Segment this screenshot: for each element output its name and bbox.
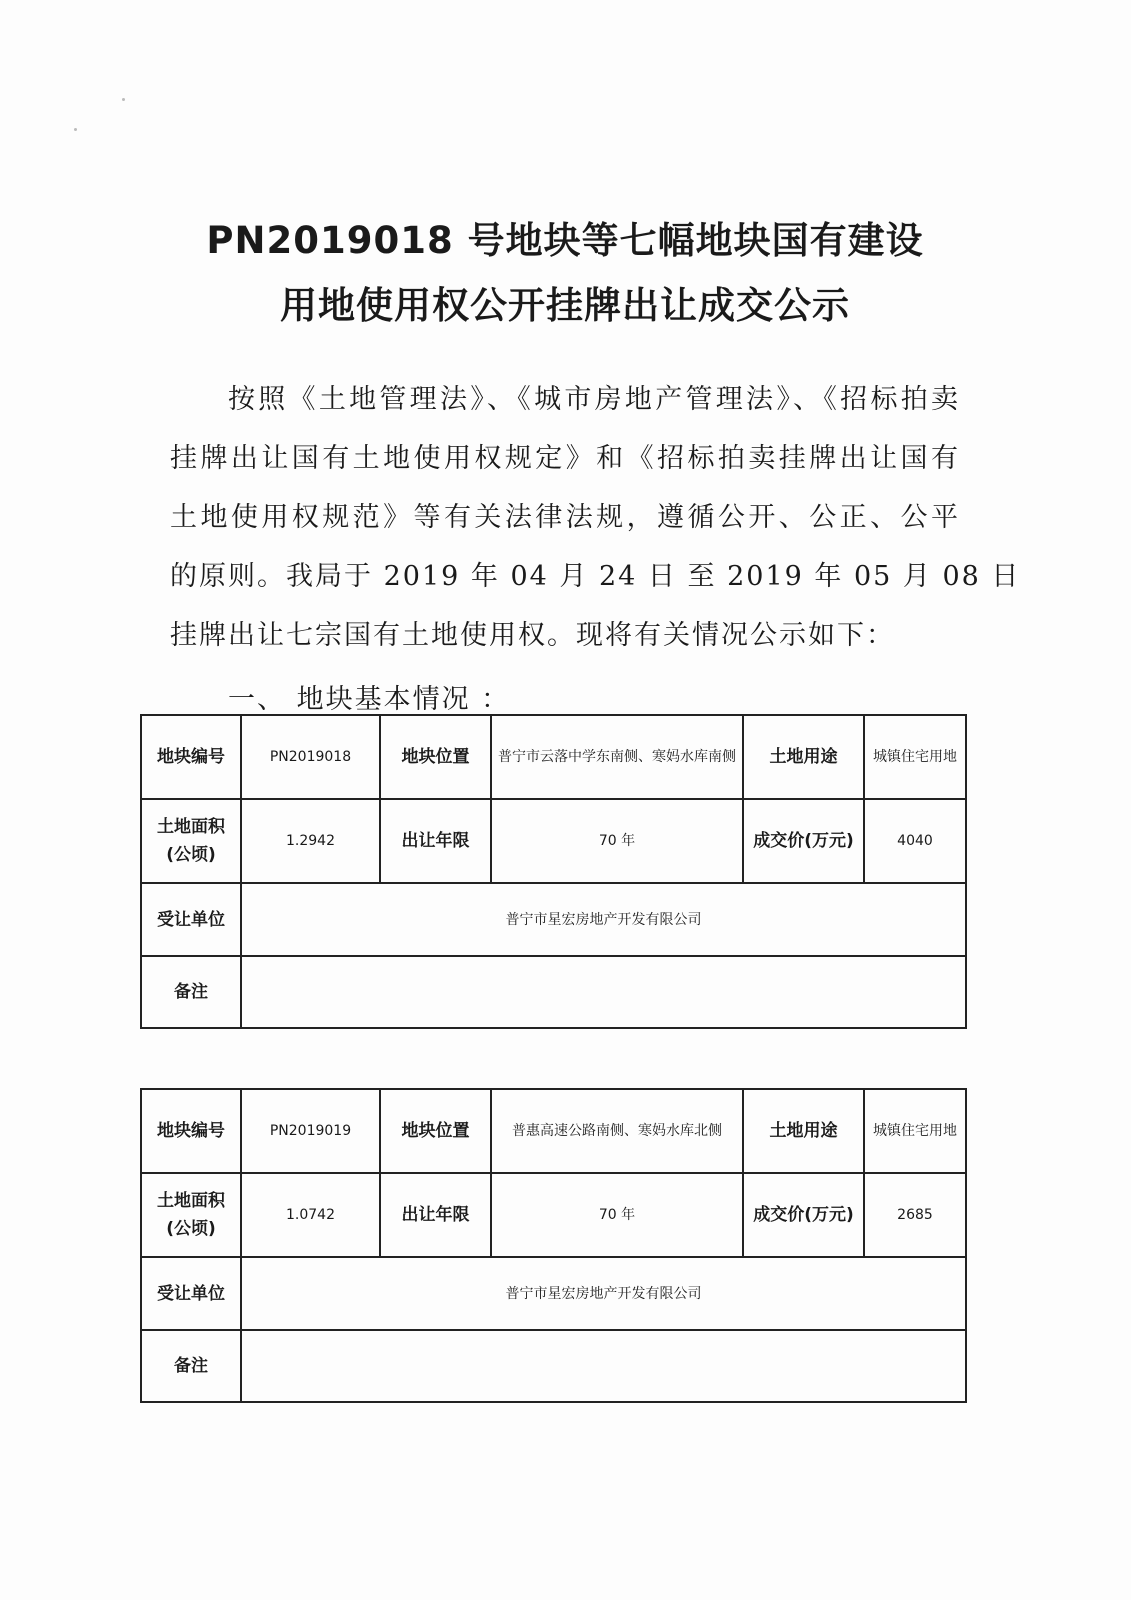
area-label-line-1: 土地面积 [157,1191,225,1211]
paragraph-line: 挂牌出让七宗国有土地使用权。现将有关情况公示如下： [170,620,895,651]
grantee-value: 普宁市星宏房地产开发有限公司 [241,883,966,956]
location-value: 普宁市云落中学东南侧、寒妈水库南侧 [491,715,743,799]
scan-speck [74,128,77,131]
term-label: 出让年限 [380,1173,491,1257]
paragraph-line: 土地使用权规范》等有关法律法规，遵循公开、公正、公平 [170,502,960,533]
land-use-value: 城镇住宅用地 [864,1089,966,1173]
term-value: 70 年 [491,1173,743,1257]
term-value: 70 年 [491,799,743,883]
table-row [141,1257,966,1330]
area-value: 1.2942 [241,799,380,883]
remarks-value [241,1330,966,1402]
scan-speck [122,98,125,101]
paragraph-line: 挂牌出让国有土地使用权规定》和《招标拍卖挂牌出让国有 [170,443,960,474]
location-value: 普惠高速公路南侧、寒妈水库北侧 [491,1089,743,1173]
grantee-label: 受让单位 [141,883,241,956]
paragraph-line: 的原则。我局于 2019 年 04 月 24 日 至 2019 年 05 月 08 日 [170,561,1021,592]
term-label: 出让年限 [380,799,491,883]
price-label: 成交价(万元) [743,799,864,883]
table-row [141,883,966,956]
grantee-label: 受让单位 [141,1257,241,1330]
area-label [141,799,241,883]
area-label-line-1: 土地面积 [157,817,225,837]
remarks-value [241,956,966,1028]
area-label [141,1173,241,1257]
price-value: 2685 [864,1173,966,1257]
table-row [141,1330,966,1402]
land-use-label: 土地用途 [743,715,864,799]
paragraph-line: 按照《土地管理法》、《城市房地产管理法》、《招标拍卖 [228,384,960,415]
remarks-label: 备注 [141,956,241,1028]
price-value: 4040 [864,799,966,883]
table-row [141,715,966,799]
table-row [141,1173,966,1257]
parcel-no-label: 地块编号 [141,1089,241,1173]
section-heading: 一、 地块基本情况 ： [228,684,511,715]
area-label-line-2: (公顷) [166,845,216,865]
table-row [141,799,966,883]
remarks-label: 备注 [141,1330,241,1402]
parcel-table [140,1088,967,1403]
price-label: 成交价(万元) [743,1173,864,1257]
grantee-value: 普宁市星宏房地产开发有限公司 [241,1257,966,1330]
document-title-line-2: 用地使用权公开挂牌出让成交公示 [280,284,850,327]
table-row [141,1089,966,1173]
land-use-label: 土地用途 [743,1089,864,1173]
table-row [141,956,966,1028]
parcel-no-label: 地块编号 [141,715,241,799]
parcel-no-value: PN2019019 [241,1089,380,1173]
location-label: 地块位置 [380,715,491,799]
parcel-no-value: PN2019018 [241,715,380,799]
location-label: 地块位置 [380,1089,491,1173]
parcel-table [140,714,967,1029]
land-use-value: 城镇住宅用地 [864,715,966,799]
document-title-line-1: PN2019018 号地块等七幅地块国有建设 [206,219,924,262]
intro-paragraph [170,370,1021,665]
area-label-line-2: (公顷) [166,1219,216,1239]
area-value: 1.0742 [241,1173,380,1257]
